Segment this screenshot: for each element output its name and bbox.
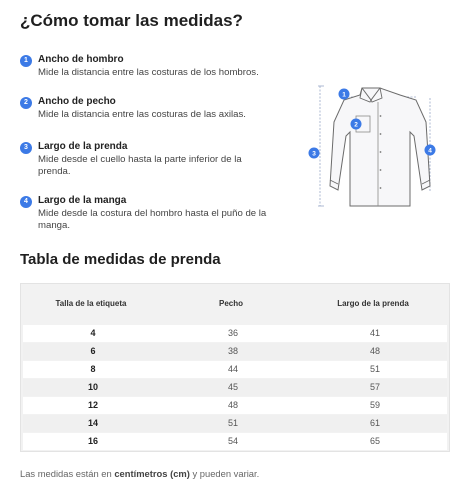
cell-chest: 38: [227, 346, 238, 356]
cell-length: 48: [369, 346, 380, 356]
table-row: [23, 397, 447, 414]
cell-length: 65: [369, 436, 380, 446]
column-header-length: Largo de la prenda: [337, 299, 409, 308]
cell-size: 16: [87, 436, 98, 446]
step-description: Mide la distancia entre las costuras de los hombros.: [38, 67, 259, 78]
step-number-badge: 3: [20, 142, 32, 154]
table-row: [23, 325, 447, 342]
table-row: [23, 361, 447, 378]
cell-size: 6: [90, 346, 96, 356]
cell-chest: 45: [227, 382, 238, 392]
cell-length: 57: [369, 382, 380, 392]
step-description: Mide desde la costura del hombro hasta el puño de la manga.: [38, 208, 267, 231]
marker-label: 2: [354, 121, 358, 129]
cell-size: 8: [90, 364, 96, 374]
page-title: ¿Cómo tomar las medidas?: [20, 11, 243, 30]
marker-label: 3: [312, 150, 316, 158]
cell-chest: 48: [227, 400, 238, 410]
cell-length: 59: [369, 400, 380, 410]
cell-size: 14: [87, 418, 98, 428]
marker-label: 1: [342, 91, 346, 99]
step-description: Mide la distancia entre las costuras de las axilas.: [38, 109, 246, 120]
table-header: [21, 284, 449, 324]
cell-length: 41: [369, 328, 380, 338]
cell-chest: 51: [227, 418, 238, 428]
step-number-badge: 2: [20, 97, 32, 109]
cell-chest: 54: [227, 436, 238, 446]
step-number-badge: 4: [20, 196, 32, 208]
footnote-text-end: y pueden variar.: [189, 468, 260, 479]
column-header-chest: Pecho: [218, 299, 243, 308]
cell-length: 61: [369, 418, 380, 428]
cell-size: 12: [87, 400, 98, 410]
column-header-size: Talla de la etiqueta: [55, 299, 127, 308]
size-table: [20, 283, 450, 452]
step-number-badge: 1: [20, 55, 32, 67]
cell-chest: 36: [227, 328, 238, 338]
table-row: [23, 379, 447, 396]
footnote: [20, 468, 259, 479]
cell-length: 51: [369, 364, 380, 374]
cell-size: 10: [87, 382, 98, 392]
step-title: Ancho de hombro: [38, 54, 124, 65]
table-row: [23, 415, 447, 432]
step-title: Ancho de pecho: [38, 96, 116, 107]
step-title: Largo de la manga: [38, 195, 127, 206]
table-row: [23, 433, 447, 450]
shirt-icon: [304, 82, 440, 214]
cell-chest: 44: [227, 364, 238, 374]
step-description: Mide desde el cuello hasta la parte inferior de la prenda.: [38, 154, 242, 177]
table-row: [23, 343, 447, 360]
cell-size: 4: [90, 328, 96, 338]
step-title: Largo de la prenda: [38, 141, 128, 152]
marker-label: 4: [428, 147, 432, 155]
footnote-unit: centímetros (cm): [114, 468, 190, 479]
footnote-text: Las medidas están en: [20, 468, 115, 479]
table-title: Tabla de medidas de prenda: [20, 251, 221, 268]
